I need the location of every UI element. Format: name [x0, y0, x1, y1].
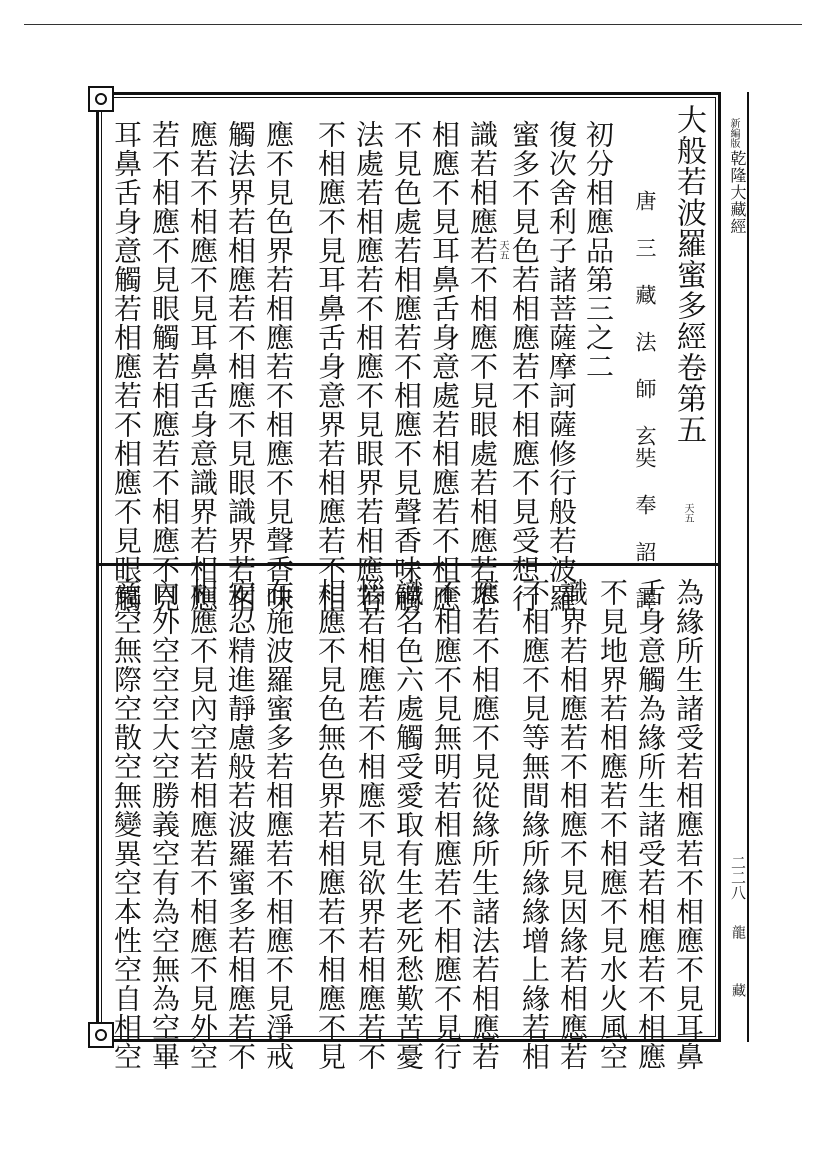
text-column: 不相應不見等無間緣所緣緣增上緣若相: [518, 578, 551, 1071]
top-rule: [24, 24, 802, 25]
text-column: 舌身意觸為緣所生諸受若相應若不相應: [634, 578, 667, 1071]
text-column: 竟空無際空散空無變異空本性空自相空: [110, 578, 143, 1071]
text-column: 識界若相應若不相應不見因緣若相應若: [556, 578, 589, 1071]
inline-note: 天五: [497, 240, 508, 260]
text-column: 耳鼻舌身意觸若相應若不相應不見眼觸: [110, 120, 143, 613]
text-column: 觸法界若相應若不相應不見眼識界若相: [224, 120, 257, 613]
text-column: 應不見色界若相應若不相應不見聲香味: [262, 120, 295, 613]
text-column: 不見地界若相應若不相應不見水火風空: [596, 578, 629, 1071]
text-column: 應若不相應不見耳鼻舌身意識界若相應: [186, 120, 219, 613]
page-footnote: 天五: [682, 503, 693, 523]
text-column: 識若相應若不相應不見眼處若相應若不: [466, 120, 499, 613]
text-column: 相應不見耳鼻舌身意處若相應若不相應: [428, 120, 461, 613]
text-column: 相應不見色無色界若相應若不相應不見: [314, 578, 347, 1071]
text-column: 內外空空空大空勝義空有為空無為空畢: [148, 578, 181, 1071]
text-column: 蜜多不見色若相應若不相應不見受想行: [508, 120, 541, 613]
series-title: 乾隆大藏經: [728, 150, 747, 235]
text-column: 不相應不見耳鼻舌身意界若相應若不相: [314, 120, 347, 613]
text-column: 不見色處若相應若不相應不見聲香味觸: [390, 120, 423, 613]
text-column: 布施波羅蜜多若相應若不相應不見淨戒: [262, 578, 295, 1071]
text-column: 識名色六處觸受愛取有生老死愁歎苦憂: [392, 578, 425, 1071]
text-column: 復次舍利子諸菩薩摩訶薩修行般若波羅: [545, 120, 578, 613]
text-column: 為緣所生諸受若相應若不相應不見耳鼻: [672, 578, 705, 1071]
text-column: 應若不相應不見從緣所生諸法若相應若: [468, 578, 501, 1071]
text-column: 安忍精進靜慮般若波羅蜜多若相應若不: [224, 578, 257, 1071]
corner-ornament-icon: [88, 86, 114, 112]
text-column: 法處若相應若不相應不見眼界若相應若: [352, 120, 385, 613]
translator-line: 唐 三 藏 法 師 玄奘 奉 詔 譯: [633, 190, 657, 610]
edition-stamp: 新編版: [728, 118, 739, 148]
text-column: 相應不見內空若相應若不相應不見外空: [186, 578, 219, 1071]
text-column: 惱若相應若不相應不見欲界若相應若不: [354, 578, 387, 1071]
collection-mark: 龍 藏: [730, 925, 746, 1011]
text-column: 初分相應品第三之二: [582, 120, 615, 381]
scripture-title: 大般若波羅蜜多經卷第五: [671, 104, 706, 445]
text-column: 若不相應不見眼觸若相應若不相應不見: [148, 120, 181, 613]
text-column: 不相應不見無明若相應若不相應不見行: [430, 578, 463, 1071]
page-number: 二二八: [729, 855, 747, 900]
